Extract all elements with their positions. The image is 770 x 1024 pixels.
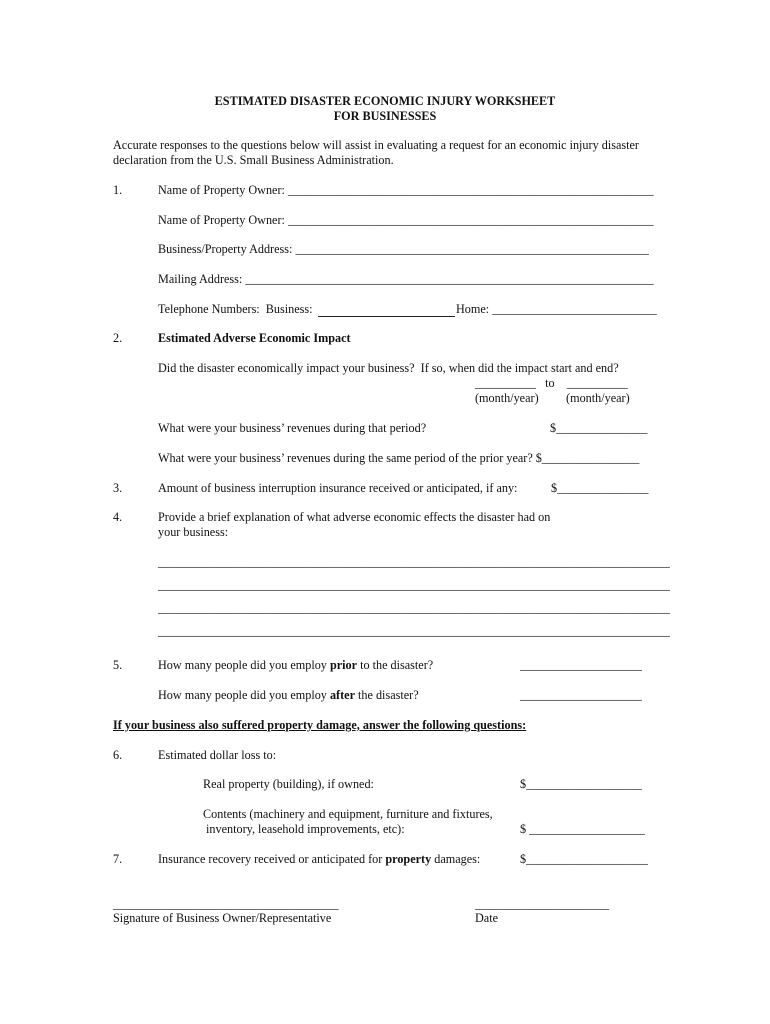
q7-number: 7. [113,852,123,866]
property-address-field[interactable]: Business/Property Address: __________________________________________________________ [158,242,649,256]
period-revenue-field[interactable]: $_______________ [550,421,648,435]
intro-line-1: Accurate responses to the questions below will assist in evaluating a request for an economic injury disaster [113,138,639,152]
explanation-line-2[interactable]: ____________________________________________________________________________________ [158,578,670,592]
business-phone-field[interactable] [318,316,455,317]
insurance-property-label: Insurance recovery received or anticipated for property damages: [158,852,481,866]
employees-after-label: How many people did you employ after the disaster? [158,688,419,702]
insurance-property-field[interactable]: $____________________ [520,852,648,866]
impact-date-range-labels: (month/year) (month/year) [475,391,630,405]
explanation-line-1[interactable]: ____________________________________________________________________________________ [158,555,670,569]
business-phone-label: Telephone Numbers: Business: [158,302,313,316]
title-line-1: ESTIMATED DISASTER ECONOMIC INJURY WORKSHEET [214,94,556,108]
employees-prior-label: How many people did you employ prior to the disaster? [158,658,434,672]
signature-line[interactable]: _____________________________________ [113,897,339,911]
employees-prior-field[interactable]: ____________________ [520,658,642,672]
q6-label: Estimated dollar loss to: [158,748,277,762]
title-line-2: FOR BUSINESSES [333,109,437,123]
q2-number: 2. [113,331,123,345]
q5-number: 5. [113,658,123,672]
real-property-label: Real property (building), if owned: [203,777,374,791]
contents-label-line-1: Contents (machinery and equipment, furniture and fixtures, [203,807,493,821]
employees-after-field[interactable]: ____________________ [520,688,642,702]
q6-number: 6. [113,748,123,762]
insurance-interruption-label: Amount of business interruption insurance received or anticipated, if any: [158,481,518,495]
explanation-line-3[interactable]: ____________________________________________________________________________________ [158,601,670,615]
intro-line-2: declaration from the U.S. Small Business Administration. [113,153,394,167]
period-revenue-label: What were your business’ revenues during that period? [158,421,427,435]
home-phone-field[interactable]: Home: ___________________________ [456,302,657,316]
insurance-interruption-field[interactable]: $_______________ [551,481,649,495]
property-damage-heading: If your business also suffered property damage, answer the following questions: [113,718,527,732]
impact-question: Did the disaster economically impact your business? If so, when did the impact start and end? [158,361,619,375]
prior-year-revenue-field[interactable]: What were your business’ revenues during the same period of the prior year? $________________ [158,451,640,465]
mailing-address-field[interactable]: Mailing Address: ___________________________________________________________________ [158,272,654,286]
q1-number: 1. [113,183,123,197]
q4-prompt-line-2: your business: [158,525,229,539]
q2-heading: Estimated Adverse Economic Impact [158,331,351,345]
date-label: Date [475,911,499,925]
q4-number: 4. [113,510,123,524]
q4-prompt-line-1: Provide a brief explanation of what adverse economic effects the disaster had on [158,510,551,524]
q3-number: 3. [113,481,123,495]
impact-date-range-fields[interactable]: __________ to __________ [475,376,628,390]
real-property-field[interactable]: $___________________ [520,777,642,791]
explanation-line-4[interactable]: ____________________________________________________________________________________ [158,624,670,638]
contents-label-line-2: inventory, leasehold improvements, etc): [203,822,405,836]
date-line[interactable]: ______________________ [475,897,610,911]
contents-field[interactable]: $ ___________________ [520,822,645,836]
owner-name-field-2[interactable]: Name of Property Owner: ____________________________________________________________ [158,213,654,227]
signature-label: Signature of Business Owner/Representative [113,911,332,925]
owner-name-field-1[interactable]: Name of Property Owner: ____________________________________________________________ [158,183,654,197]
